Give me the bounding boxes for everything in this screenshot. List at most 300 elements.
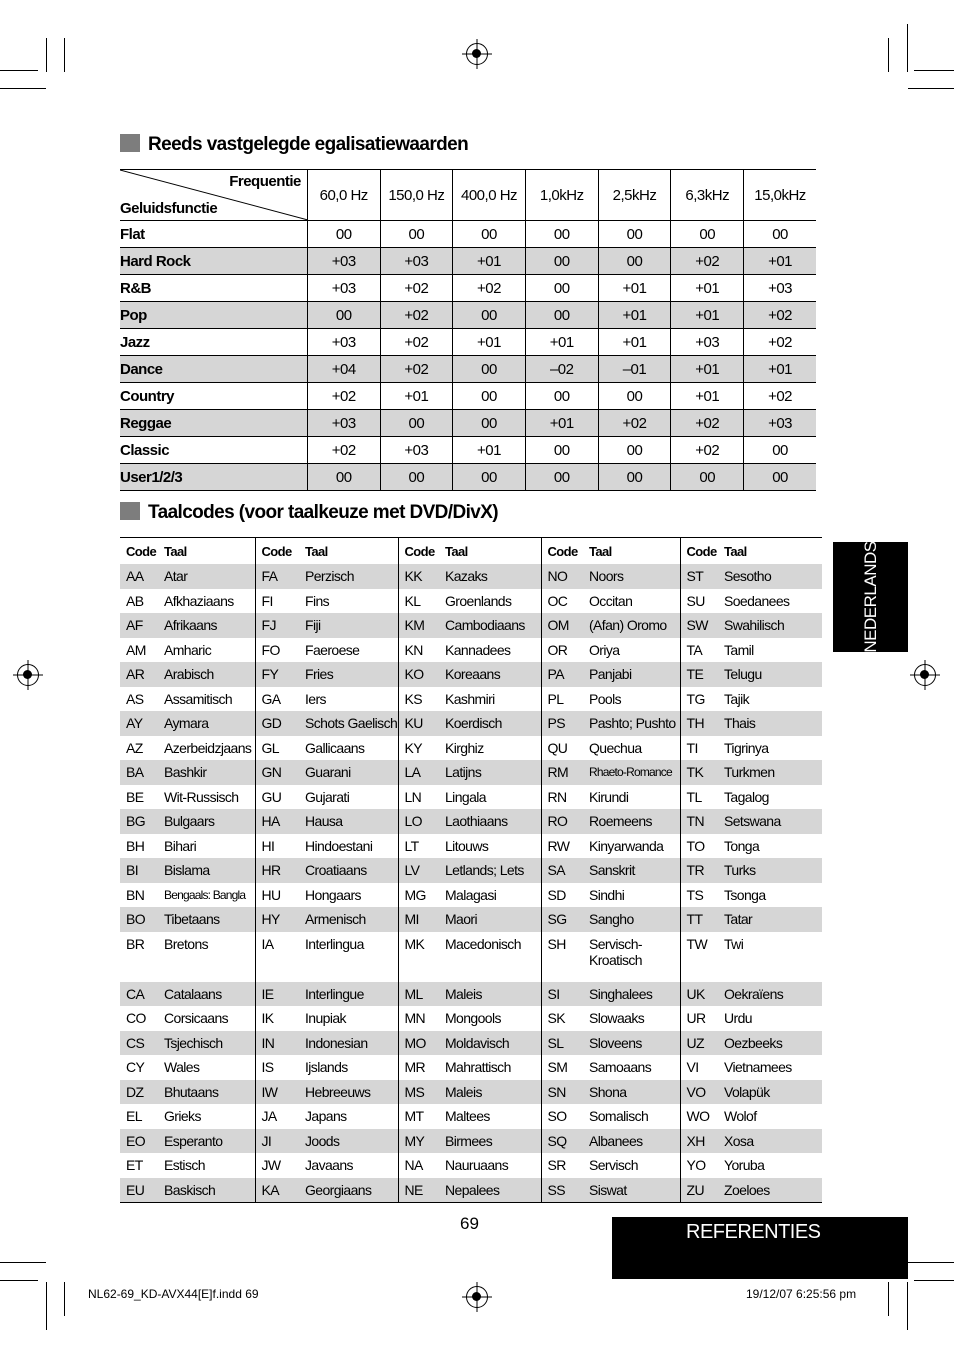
eq-preset-value: +01 xyxy=(453,248,526,275)
lang-code: GD xyxy=(255,711,299,736)
registration-mark-top xyxy=(466,43,488,65)
registration-mark-right xyxy=(914,664,936,686)
eq-preset-value: 00 xyxy=(525,248,598,275)
lang-name: Shona xyxy=(583,1080,680,1105)
lang-row xyxy=(120,883,822,908)
lang-code: SU xyxy=(680,589,718,614)
lang-code: WO xyxy=(680,1104,718,1129)
lang-name: Thais xyxy=(718,711,822,736)
lang-code: JA xyxy=(255,1104,299,1129)
eq-preset-value: +01 xyxy=(671,356,744,383)
page-number: 69 xyxy=(460,1214,479,1233)
lang-name: Cambodiaans xyxy=(439,613,541,638)
language-column-header: Taal xyxy=(164,543,187,559)
lang-code: AM xyxy=(126,641,146,658)
eq-preset-value: 00 xyxy=(525,464,598,491)
section-square-icon xyxy=(120,502,140,520)
lang-name: Litouws xyxy=(445,837,489,854)
lang-code: NE xyxy=(398,1178,439,1203)
lang-name: Servisch xyxy=(589,1157,638,1174)
lang-code: OM xyxy=(541,613,583,638)
lang-name: Amharic xyxy=(164,641,212,658)
eq-presets-table xyxy=(120,169,816,491)
eq-preset-name: Flat xyxy=(120,221,307,248)
lang-name: Perzisch xyxy=(299,564,398,589)
eq-preset-value: 00 xyxy=(307,302,380,329)
lang-row xyxy=(120,932,822,982)
eq-preset-value: +01 xyxy=(598,302,671,329)
lang-name: Albanees xyxy=(583,1129,680,1154)
lang-code: FI xyxy=(255,589,299,614)
lang-name: Bretons xyxy=(164,935,209,952)
eq-preset-value: +04 xyxy=(307,356,380,383)
lang-name: Azerbeidzjaans xyxy=(164,739,252,756)
eq-frequency-header: 60,0 Hz xyxy=(307,170,380,221)
lang-code: BO xyxy=(120,907,158,932)
eq-preset-value: +02 xyxy=(453,275,526,302)
eq-preset-value: 00 xyxy=(744,221,816,248)
eq-preset-value: +03 xyxy=(744,410,816,437)
eq-frequency-header: 2,5kHz xyxy=(598,170,671,221)
lang-name: Afrikaans xyxy=(158,613,255,638)
lang-name: Joods xyxy=(299,1129,398,1154)
eq-preset-value: +02 xyxy=(671,248,744,275)
eq-header-row xyxy=(120,170,816,221)
lang-name: Hindoestani xyxy=(305,837,373,854)
lang-code: TT xyxy=(680,907,718,932)
eq-preset-value: +02 xyxy=(598,410,671,437)
lang-name: Ijslands xyxy=(305,1059,348,1076)
lang-code: LA xyxy=(398,760,439,785)
lang-code: TG xyxy=(680,687,718,712)
lang-name: Kannadees xyxy=(445,641,511,658)
lang-code: BI xyxy=(120,858,158,883)
lang-code: TL xyxy=(680,785,718,810)
lang-code: SQ xyxy=(541,1129,583,1154)
lang-code: IE xyxy=(255,982,299,1007)
eq-preset-value: +01 xyxy=(744,248,816,275)
lang-name: Hebreeuws xyxy=(299,1080,398,1105)
eq-preset-value: +01 xyxy=(453,329,526,356)
eq-preset-value: 00 xyxy=(307,464,380,491)
eq-preset-value: +02 xyxy=(744,383,816,410)
eq-preset-row xyxy=(120,329,816,356)
lang-name: Vietnamees xyxy=(724,1059,792,1076)
lang-name: Groenlands xyxy=(445,592,512,609)
lang-code: HI xyxy=(255,834,299,859)
eq-preset-value: +01 xyxy=(380,383,453,410)
lang-name: Sesotho xyxy=(718,564,822,589)
eq-preset-row xyxy=(120,221,816,248)
lang-code: SL xyxy=(541,1031,583,1056)
lang-name: Bengaals: Bangla xyxy=(164,887,246,902)
lang-name: Schots Gaelisch xyxy=(299,711,398,736)
lang-name: Indonesian xyxy=(299,1031,398,1056)
lang-name: Nepalees xyxy=(439,1178,541,1203)
lang-code: IK xyxy=(255,1006,299,1031)
eq-preset-name: Dance xyxy=(120,356,307,383)
lang-code: CS xyxy=(120,1031,158,1056)
lang-name: Malagasi xyxy=(445,886,497,903)
lang-code: BH xyxy=(126,837,145,854)
lang-name: Volapük xyxy=(718,1080,822,1105)
lang-code: SI xyxy=(541,982,583,1007)
eq-preset-value: +02 xyxy=(380,356,453,383)
lang-code: BE xyxy=(126,788,144,805)
lang-code: YO xyxy=(680,1153,718,1178)
lang-code: AR xyxy=(120,662,158,687)
lang-code: BA xyxy=(120,760,158,785)
lang-code: EL xyxy=(126,1108,142,1125)
eq-preset-value: 00 xyxy=(525,383,598,410)
lang-row xyxy=(120,1178,822,1203)
eq-frequency-header: 400,0 Hz xyxy=(453,170,526,221)
lang-code: EU xyxy=(120,1178,158,1203)
lang-code: SM xyxy=(541,1055,583,1080)
lang-code: JW xyxy=(255,1153,299,1178)
code-column-header: Code xyxy=(541,538,583,565)
lang-name: Croatiaans xyxy=(299,858,398,883)
language-column-header: Taal xyxy=(724,543,747,559)
lang-code: KS xyxy=(398,687,439,712)
lang-code: NA xyxy=(398,1153,439,1178)
lang-name: Singhalees xyxy=(583,982,680,1007)
eq-preset-row xyxy=(120,356,816,383)
eq-preset-value: +01 xyxy=(598,275,671,302)
lang-name: Kashmiri xyxy=(445,690,495,707)
lang-row xyxy=(120,982,822,1007)
lang-name: Turks xyxy=(718,858,822,883)
lang-name: Urdu xyxy=(724,1010,752,1027)
lang-name: Kazaks xyxy=(439,564,541,589)
lang-code: SK xyxy=(541,1006,583,1031)
lang-name: Kirundi xyxy=(589,788,629,805)
lang-code: RO xyxy=(541,809,583,834)
eq-preset-value: +02 xyxy=(744,329,816,356)
lang-name: Samoaans xyxy=(589,1059,652,1076)
lang-code: KM xyxy=(398,613,439,638)
lang-code: UK xyxy=(680,982,718,1007)
lang-name: Catalaans xyxy=(158,982,255,1007)
eq-preset-value: 00 xyxy=(380,464,453,491)
lang-name: Slowaaks xyxy=(589,1010,645,1027)
lang-code: NO xyxy=(541,564,583,589)
eq-preset-value: +03 xyxy=(307,410,380,437)
lang-name: Japans xyxy=(305,1108,347,1125)
lang-name: Birmees xyxy=(439,1129,541,1154)
eq-preset-value: +03 xyxy=(307,275,380,302)
lang-code: SN xyxy=(541,1080,583,1105)
lang-code: ST xyxy=(680,564,718,589)
eq-preset-value: +03 xyxy=(380,437,453,464)
lang-name: Tsjechisch xyxy=(158,1031,255,1056)
lang-code: BG xyxy=(120,809,158,834)
eq-preset-row xyxy=(120,302,816,329)
eq-preset-name: R&B xyxy=(120,275,307,302)
lang-row xyxy=(120,1104,822,1129)
lang-name: Wolof xyxy=(724,1108,757,1125)
eq-preset-value: 00 xyxy=(525,221,598,248)
lang-code: QU xyxy=(541,736,583,761)
lang-name: Moldavisch xyxy=(439,1031,541,1056)
lang-name: Baskisch xyxy=(158,1178,255,1203)
lang-row xyxy=(120,1080,822,1105)
lang-code: LV xyxy=(398,858,439,883)
lang-name: Rhaeto-Romance xyxy=(583,760,680,785)
lang-code: SH xyxy=(541,932,583,982)
eq-preset-value: +03 xyxy=(380,248,453,275)
eq-preset-value: +01 xyxy=(671,275,744,302)
lang-code: CY xyxy=(126,1059,145,1076)
eq-preset-value: 00 xyxy=(453,383,526,410)
lang-code: AS xyxy=(126,690,144,707)
lang-name: Oezbeeks xyxy=(718,1031,822,1056)
lang-name: Bhutaans xyxy=(158,1080,255,1105)
lang-name: Tajik xyxy=(724,690,750,707)
lang-name: Oriya xyxy=(589,641,620,658)
lang-code: TW xyxy=(680,932,718,982)
eq-preset-name: Hard Rock xyxy=(120,248,307,275)
eq-preset-value: 00 xyxy=(598,464,671,491)
eq-preset-value: 00 xyxy=(671,464,744,491)
lang-row xyxy=(120,1031,822,1056)
lang-name: (Afan) Oromo xyxy=(583,613,680,638)
eq-preset-name: User1/2/3 xyxy=(120,464,307,491)
lang-code: ET xyxy=(126,1157,143,1174)
lang-code: MY xyxy=(398,1129,439,1154)
lang-name: Assamitisch xyxy=(164,690,233,707)
lang-code: IA xyxy=(255,932,299,982)
lang-name: Pools xyxy=(589,690,622,707)
lang-name: Latijns xyxy=(439,760,541,785)
lang-name: Sloveens xyxy=(583,1031,680,1056)
lang-code: TE xyxy=(680,662,718,687)
language-column-header: Taal xyxy=(305,543,328,559)
lang-name: Bulgaars xyxy=(158,809,255,834)
lang-name: Twi xyxy=(724,935,744,952)
lang-name: Lingala xyxy=(445,788,486,805)
footer-file-info: NL62-69_KD-AVX44[E]f.indd 69 xyxy=(88,1287,259,1301)
eq-preset-value: 00 xyxy=(525,275,598,302)
eq-preset-value: 00 xyxy=(598,383,671,410)
lang-row xyxy=(120,785,822,810)
registration-mark-left xyxy=(17,664,39,686)
lang-code: ZU xyxy=(680,1178,718,1203)
lang-code: AA xyxy=(120,564,158,589)
lang-row xyxy=(120,662,822,687)
eq-preset-value: 00 xyxy=(453,302,526,329)
sound-function-label: Geluidsfunctie xyxy=(120,200,218,217)
lang-name: Somalisch xyxy=(589,1108,649,1125)
language-column-header: Taal xyxy=(589,543,612,559)
lang-code: MS xyxy=(398,1080,439,1105)
eq-preset-row xyxy=(120,410,816,437)
eq-preset-value: +02 xyxy=(307,437,380,464)
lang-code: BN xyxy=(126,886,145,903)
lang-name: Esperanto xyxy=(158,1129,255,1154)
lang-name: Estisch xyxy=(164,1157,205,1174)
lang-name: Sindhi xyxy=(589,886,625,903)
lang-name: Swahilisch xyxy=(718,613,822,638)
lang-code: MO xyxy=(398,1031,439,1056)
lang-name: Tatar xyxy=(718,907,822,932)
eq-preset-value: +01 xyxy=(598,329,671,356)
lang-code: HR xyxy=(255,858,299,883)
eq-preset-value: +01 xyxy=(525,410,598,437)
eq-preset-value: 00 xyxy=(380,221,453,248)
lang-code: KO xyxy=(398,662,439,687)
lang-name: Faeroese xyxy=(305,641,360,658)
eq-preset-value: +01 xyxy=(671,383,744,410)
lang-code: IS xyxy=(255,1055,299,1080)
lang-code: GA xyxy=(255,687,299,712)
lang-code: HY xyxy=(255,907,299,932)
lang-name: Maleis xyxy=(439,1080,541,1105)
eq-preset-value: +01 xyxy=(744,356,816,383)
lang-code: RN xyxy=(541,785,583,810)
lang-code: XH xyxy=(680,1129,718,1154)
lang-code: TK xyxy=(680,760,718,785)
lang-row xyxy=(120,760,822,785)
lang-name: Panjabi xyxy=(583,662,680,687)
lang-name: Gujarati xyxy=(305,788,350,805)
lang-name: Letlands; Lets xyxy=(439,858,541,883)
lang-name: Zoeloes xyxy=(718,1178,822,1203)
lang-code: KK xyxy=(398,564,439,589)
eq-preset-row xyxy=(120,248,816,275)
section-tab: REFERENTIES xyxy=(612,1217,908,1279)
eq-preset-value: +01 xyxy=(453,437,526,464)
lang-name: Georgiaans xyxy=(299,1178,398,1203)
lang-name: Soedanees xyxy=(724,592,790,609)
eq-preset-name: Country xyxy=(120,383,307,410)
lang-name: Tibetaans xyxy=(158,907,255,932)
eq-preset-name: Classic xyxy=(120,437,307,464)
lang-row xyxy=(120,1006,822,1031)
lang-name: Nauruaans xyxy=(445,1157,509,1174)
lang-code: AB xyxy=(126,592,144,609)
language-side-tab: NEDERLANDS xyxy=(833,542,908,652)
lang-name: Corsicaans xyxy=(164,1010,229,1027)
lang-section-title: Taalcodes (voor taalkeuze met DVD/DivX) xyxy=(120,502,498,524)
lang-code: ML xyxy=(398,982,439,1007)
lang-code: TI xyxy=(680,736,718,761)
eq-preset-value: –01 xyxy=(598,356,671,383)
lang-code: OR xyxy=(541,638,583,663)
lang-name: Grieks xyxy=(164,1108,201,1125)
eq-preset-value: +02 xyxy=(671,410,744,437)
lang-row xyxy=(120,736,822,761)
lang-name: Bashkir xyxy=(158,760,255,785)
lang-name: Noors xyxy=(583,564,680,589)
eq-preset-name: Reggae xyxy=(120,410,307,437)
lang-name: Tonga xyxy=(724,837,760,854)
lang-name: Interlingue xyxy=(299,982,398,1007)
eq-preset-value: 00 xyxy=(453,221,526,248)
lang-name: Turkmen xyxy=(718,760,822,785)
eq-section-title: Reeds vastgelegde egalisatiewaarden xyxy=(120,134,468,156)
lang-code: KL xyxy=(398,589,439,614)
eq-frequency-header: 150,0 Hz xyxy=(380,170,453,221)
lang-name: Fiji xyxy=(299,613,398,638)
lang-row xyxy=(120,834,822,859)
lang-code: LN xyxy=(398,785,439,810)
eq-preset-value: +02 xyxy=(744,302,816,329)
lang-code: LT xyxy=(398,834,439,859)
lang-code: MR xyxy=(398,1055,439,1080)
lang-name: Mahrattisch xyxy=(445,1059,511,1076)
eq-preset-value: 00 xyxy=(598,437,671,464)
lang-code: PL xyxy=(541,687,583,712)
lang-code: HA xyxy=(255,809,299,834)
lang-name: Oekraïens xyxy=(718,982,822,1007)
eq-preset-value: +01 xyxy=(671,302,744,329)
lang-name: Arabisch xyxy=(158,662,255,687)
lang-name: Tigrinya xyxy=(724,739,769,756)
lang-row xyxy=(120,1055,822,1080)
eq-preset-value: +01 xyxy=(525,329,598,356)
lang-code: UR xyxy=(680,1006,718,1031)
lang-row xyxy=(120,613,822,638)
code-column-header: Code xyxy=(255,538,299,565)
language-column-header: Taal xyxy=(445,543,468,559)
section-square-icon xyxy=(120,134,140,152)
lang-code: PA xyxy=(541,662,583,687)
lang-code: IN xyxy=(255,1031,299,1056)
eq-preset-row xyxy=(120,275,816,302)
lang-name: Kinyarwanda xyxy=(589,837,664,854)
eq-frequency-header: 1,0kHz xyxy=(525,170,598,221)
eq-preset-value: +02 xyxy=(380,302,453,329)
lang-code: TO xyxy=(680,834,718,859)
lang-code: GN xyxy=(255,760,299,785)
lang-name: Maleis xyxy=(439,982,541,1007)
eq-corner-cell xyxy=(120,170,307,221)
lang-name: Maltees xyxy=(445,1108,490,1125)
lang-name: Macedonisch xyxy=(445,935,521,952)
lang-name: Bihari xyxy=(164,837,197,854)
eq-preset-value: 00 xyxy=(453,356,526,383)
lang-code: SW xyxy=(680,613,718,638)
eq-preset-value: 00 xyxy=(671,221,744,248)
lang-code: TN xyxy=(680,809,718,834)
lang-name: Maori xyxy=(439,907,541,932)
eq-preset-name: Pop xyxy=(120,302,307,329)
lang-name: Sangho xyxy=(583,907,680,932)
lang-code: TS xyxy=(680,883,718,908)
lang-row xyxy=(120,1129,822,1154)
lang-code: GU xyxy=(255,785,299,810)
lang-name: Aymara xyxy=(158,711,255,736)
lang-code: TH xyxy=(680,711,718,736)
lang-name: Mongools xyxy=(445,1010,501,1027)
lang-name: Roemeens xyxy=(583,809,680,834)
eq-preset-value: 00 xyxy=(598,221,671,248)
lang-name: Siswat xyxy=(583,1178,680,1203)
lang-name: Tagalog xyxy=(724,788,769,805)
code-column-header: Code xyxy=(398,538,439,565)
lang-code: CO xyxy=(126,1010,146,1027)
eq-preset-value: 00 xyxy=(525,302,598,329)
lang-name: Iers xyxy=(305,690,326,707)
language-codes-table xyxy=(120,537,822,1203)
frequency-label: Frequentie xyxy=(229,173,301,190)
lang-code: SO xyxy=(541,1104,583,1129)
eq-preset-value: 00 xyxy=(744,464,816,491)
code-column-header: Code xyxy=(126,543,157,559)
lang-name: Yoruba xyxy=(724,1157,765,1174)
lang-name: Afkhaziaans xyxy=(164,592,234,609)
